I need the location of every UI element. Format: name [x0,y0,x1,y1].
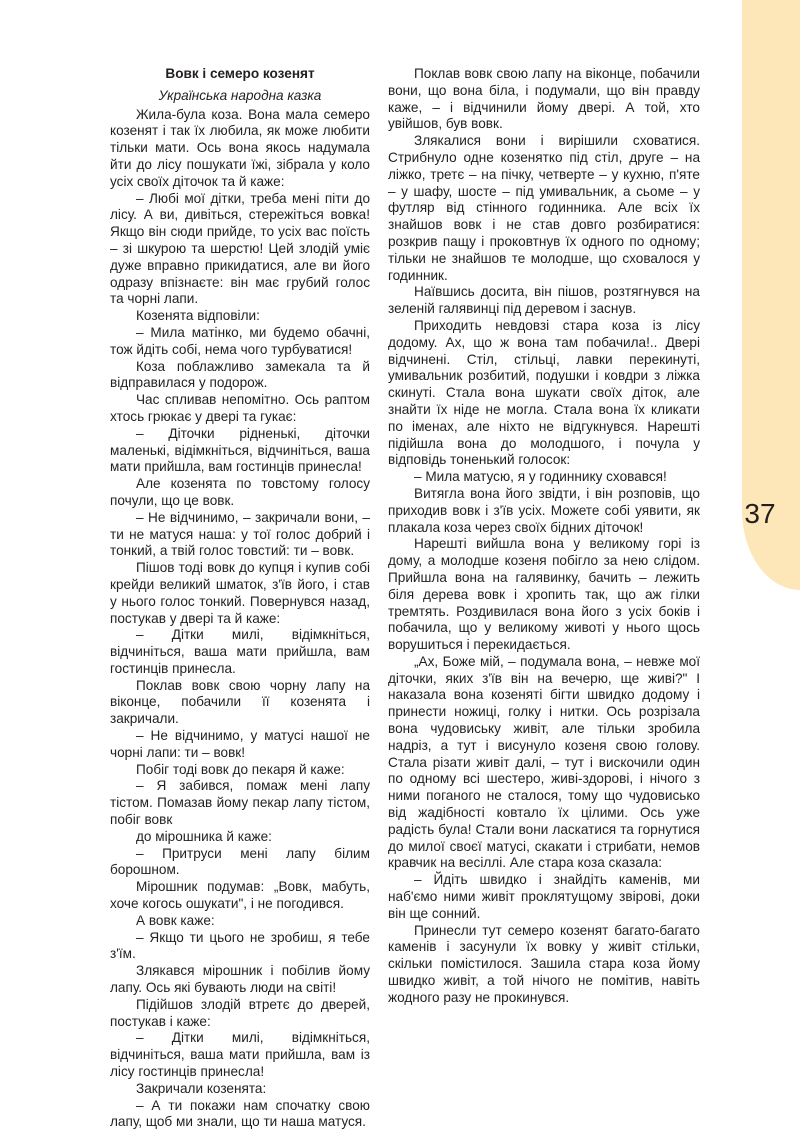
paragraph: – А ти покажи нам спочатку свою лапу, щоб ми знали, що ти наша матуся. [110,1097,370,1130]
paragraph: – Якщо ти цього не зробиш, я тебе з'їм. [110,929,370,962]
paragraph: – Не відчинимо, у матусі нашої не чорні лапи: ти – вовк! [110,728,370,760]
paragraph: Але козенята по товстому голосу почули, що це вовк. [110,476,370,508]
paragraph: – Притруси мені лапу білим борошном. [110,845,370,878]
paragraph: – Мила матусю, я у годиннику сховався! [414,469,667,485]
paragraph: – Не відчинимо, – закричали вони, – ти не матуся наша: у тої голос добрий і тонкий, а твій голос товстий: ти – вовк. [110,509,370,559]
paragraph: Нарешті вийшла вона у великому горі із дому, а молодше козеня побігло за нею слідом. Прийшла вона на галявинку, бачить – лежить біля дерева вовк і хропить так, що аж гілки тремтять. Роздивилася вона його з усіх боків і побачила, що у великому животі у нього щось ворушиться і перекидається. [388,536,700,653]
paragraph: Мірошник подумав: „Вовк, мабуть, хоче когось ошукати", і не погодився. [110,879,370,912]
paragraph: Козенята відповіли: [136,308,260,324]
right-column [388,66,700,1007]
paragraph: Побіг тоді вовк до пекаря й каже: [136,761,345,777]
paragraph: Принесли тут семеро козенят багато-багато каменів і засунули їх вовку у живіт стільки, скільки помістилося. Зашила стара коза йому швидко живіт, а той нічого не помітив, навіть жодного разу не прокинувся. [388,922,700,1005]
paragraph: до мірошника й каже: [136,828,272,844]
paragraph: Час спливав непомітно. Ось раптом хтось грюкає у двері та гукає: [110,392,370,424]
paragraph: Наївшись досита, він пішов, розтягнувся на зеленій галявинці під деревом і заснув. [388,284,700,317]
paragraph: Жила-була коза. Вона мала семеро козенят і так їх любила, як може любити тільки мати. Ось вона якось надумала йти до лісу пошукати їжі, зібрала у коло усіх своїх діточок та й каже: [110,106,370,189]
paragraph: – Я забився, помаж мені лапу тістом. Помазав йому пекар лапу тістом, побіг вовк [110,778,370,828]
left-column [110,66,370,1131]
paragraph: – Діточки рідненькі, діточки маленькі, відімкніться, відчиніться, ваша мати прийшла, вам гостинців принесла! [110,425,370,475]
paragraph: – Любі мої дітки, треба мені піти до лісу. А ви, дивіться, стережіться вовка! Якщо він сюди прийде, то усіх вас поїсть – зі шкурою та шерстю! Цей злодій уміє дуже вправно прикидатися, але ви його одразу впізнаєте: він має грубий голос та чорні лапи. [110,190,370,307]
paragraph: Закричали козенята: [136,1080,267,1096]
paragraph: Підійшов злодій втретє до дверей, постукав і каже: [110,996,370,1029]
paragraph: Коза поблажливо замекала та й відправилася у подорож. [110,358,370,391]
paragraph: – Дітки милі, відімкніться, відчиніться, ваша мати прийшла, вам із лісу гостинців принесла! [110,1030,370,1080]
paragraph: Злякався мірошник і побілив йому лапу. Ось які бувають люди на світі! [110,963,370,996]
paragraph: Приходить невдовзі стара коза із лісу додому. Ах, що ж вона там побачила!.. Двері відчинені. Стіл, стільці, лавки перекинуті, умивальник розбитий, подушки і ковдри з ліжка скинуті. Стала вона шукати своїх діток, але знайти їх ніде не могла. Стала вона їх кликати по іменах, але ніхто не відгукнувся. Нарешті підійшла вона до молодшого, і почула у відповідь тоненький голосок: [388,317,700,468]
story-title: Вовк і семеро козенят [165,66,315,81]
paragraph: – Мила матінко, ми будемо обачні, тож йдіть собі, нема чого турбуватися! [110,324,370,357]
paragraph: А вовк каже: [136,912,215,928]
paragraph: – Йдіть швидко і знайдіть каменів, ми наб'ємо ними живіт проклятущому звірові, доки він ще сонний. [388,872,700,921]
paragraph: – Дітки милі, відімкніться, відчиніться, ваша мати прийшла, вам гостинців принесла. [110,627,370,676]
page-number: 37 [744,498,776,529]
story-subtitle: Українська народна казка [158,87,322,103]
paragraph: Поклав вовк свою чорну лапу на віконце, побачили її козенята і закричали. [110,677,370,727]
paragraph: Пішов тоді вовк до купця і купив собі крейди великий шматок, з'їв його, і став у нього голос тонкий. Повернувся назад, постукав у двері та й каже: [110,560,370,626]
paragraph: Поклав вовк свою лапу на віконце, побачили вони, що вона біла, і подумали, що він правду каже, – і відчинили йому двері. А той, хто увійшов, був вовк. [388,66,700,132]
paragraph: Злякалися вони і вирішили сховатися. Стрибнуло одне козенятко під стіл, друге – на ліжко, третє – на пічку, четверте – у кухню, п'яте – у шафу, шосте – під умивальник, а сьоме – у футляр від стінного годинника. Але всіх їх знайшов вовк і не став довго розбиратися: розкрив пащу і проковтнув їх одного по одному; тільки не знайшов те молодше, що сховалося у годинник. [388,133,700,283]
paragraph: „Ах, Боже мій, – подумала вона, – невже мої діточки, яких з'їв він на вечерю, ще живі?" І наказала вона козеняті бігти швидко додому і принести ножиці, голку і нитки. Ось розрізала вона чудовиську живіт, але тільки зробила надріз, а тут і висунуло козеня свою голову. Стала різати живіт далі, – тут і вискочили один по одному всі шестеро, живі-здорові, і нічого з ними поганого не сталося, тому що чудовисько від жадібності ковтало їх цілими. Ось уже радість була! Стали вони ласкатися та горнутися до милої своєї матусі, скакати і стрибати, немов кравчик на весіллі. Але стара коза сказала: [388,653,700,871]
paragraph: Витягла вона його звідти, і він розповів, що приходив вовк і з'їв усіх. Можете собі уявити, як плакала коза через своїх бідних діточок! [388,485,700,535]
